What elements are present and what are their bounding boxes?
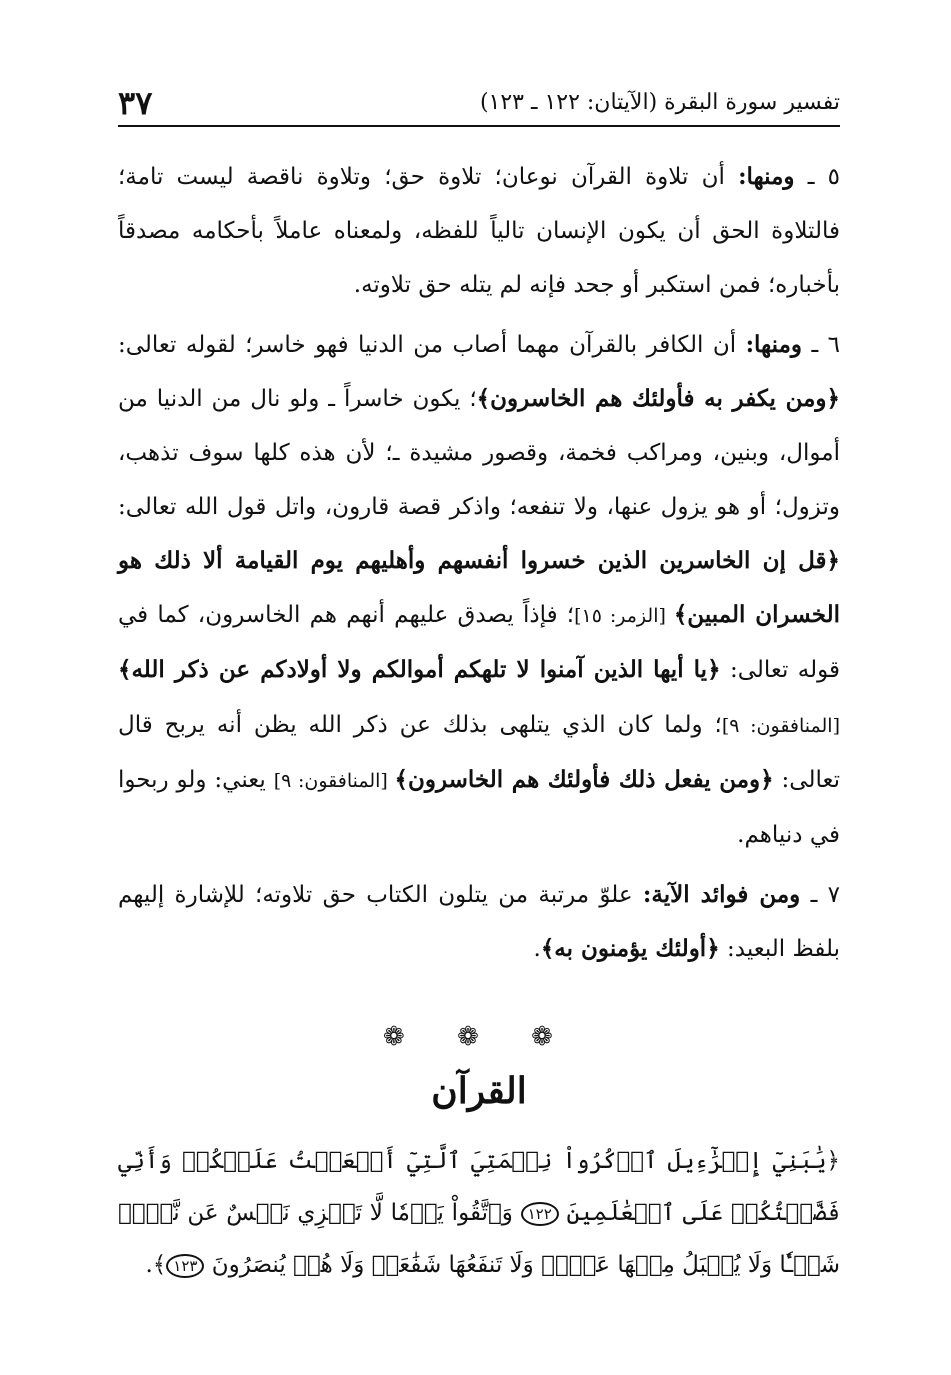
verse-number-marker: ١٢٣: [166, 1254, 204, 1278]
item-number: ٥ ـ: [794, 164, 840, 190]
section-separator-ornaments: ❁ ❁ ❁: [383, 1022, 575, 1052]
quran-quote: ﴿أولئك يؤمنون به﴾: [540, 935, 720, 962]
quran-quote: ﴿قل إن الخاسرين الذين خسروا أنفسهم وأهليهم يوم القيامة ألا ذلك هو الخسران المبين﴾: [118, 547, 841, 628]
paragraph-text: علوّ مرتبة من يتلون الكتاب حق تلاوته؛ للإشارة إليهم بلفظ البعيد:: [118, 882, 840, 962]
quran-verses: [118, 1135, 840, 1291]
surah-reference: [المنافقون: ٩]: [721, 715, 840, 737]
paragraph-benefit-7: [118, 868, 840, 976]
section-title-quran: القرآن: [431, 1070, 527, 1112]
item-label: ومنها:: [745, 331, 803, 358]
quran-quote: ﴿يا أيها الذين آمنوا لا تلهكم أموالكم ولا أولادكم عن ذكر الله﴾: [118, 656, 721, 683]
verse-closing: ﴾.: [145, 1252, 167, 1278]
item-label: ومن فوائد الآية:: [642, 881, 801, 908]
paragraph-text: ؛ ولما كان الذي يتلهى بذلك عن ذكر الله يظن أنه يربح قال تعالى:: [118, 712, 840, 793]
running-title: تفسير سورة البقرة (الآيتان: ١٢٢ ـ ١٢٣): [479, 90, 840, 115]
surah-reference: [الزمر: ١٥]: [574, 605, 674, 627]
paragraph-text: ؛ فإذاً يصدق عليهم أنهم هم الخاسرون، كما في قوله تعالى:: [118, 602, 840, 683]
paragraph-text: .: [533, 936, 541, 962]
paragraph-benefit-5: [118, 150, 840, 312]
item-number: ٧ ـ: [800, 882, 840, 908]
verse-text: ﴿يَٰبَنِيٓ إِسۡرَٰٓءِيلَ ٱذۡكُرُواْ نِعۡمَتِيَ ٱلَّتِيٓ أَنۡعَمۡتُ عَلَيۡكُمۡ وَأَنِّي فَضَّلۡتُكُمۡ عَلَى ٱلۡعَٰلَمِينَ: [118, 1148, 840, 1226]
paragraph-text: أن الكافر بالقرآن مهما أصاب من الدنيا فهو خاسر؛ لقوله تعالى:: [118, 332, 746, 358]
item-label: ومنها:: [738, 163, 795, 190]
quran-quote: ﴿ومن يفعل ذلك فأولئك هم الخاسرون﴾: [394, 766, 774, 793]
page-number: ٣٧: [118, 84, 153, 122]
paragraph-text: أن تلاوة القرآن نوعان؛ تلاوة حق؛ وتلاوة ناقصة ليست تامة؛ فالتلاوة الحق أن يكون الإنسان تالياً للفظه، ولمعناه عاملاً بأحكامه مصدقاً بأخباره؛ فمن استكبر أو جحد فإنه لم يتله حق تلاوته.: [118, 164, 840, 298]
page-header: [118, 84, 840, 128]
verse-text: وَٱتَّقُواْ يَوۡمٗا لَّا تَجۡزِي نَفۡسٌ عَن نَّفۡسٖ شَيۡـٔٗا وَلَا يُقۡبَلُ مِنۡهَا عَدۡلٞ وَلَا تَنفَعُهَا شَفَٰعَةٞ وَلَا هُمۡ يُنصَرُونَ: [118, 1200, 840, 1278]
paragraph-text: ؛ يكون خاسراً ـ ولو نال من الدنيا من أموال، وبنين، ومراكب فخمة، وقصور مشيدة ـ؛ لأن هذه كلها سوف تذهب، وتزول؛ أو هو يزول عنها، ولا تنفعه؛ واذكر قصة قارون، واتل قول الله تعالى:: [118, 386, 840, 520]
paragraph-benefit-6: [118, 318, 840, 862]
header-divider: [118, 125, 840, 127]
surah-reference: [المنافقون: ٩]: [273, 770, 395, 792]
paragraph-text: يعني: ولو ربحوا في دنياهم.: [118, 767, 840, 848]
verse-number-marker: ١٢٢: [521, 1202, 559, 1226]
commentary-body: [118, 150, 840, 982]
item-number: ٦ ـ: [802, 332, 840, 358]
quran-quote: ﴿ومن يكفر به فأولئك هم الخاسرون﴾: [476, 385, 840, 412]
